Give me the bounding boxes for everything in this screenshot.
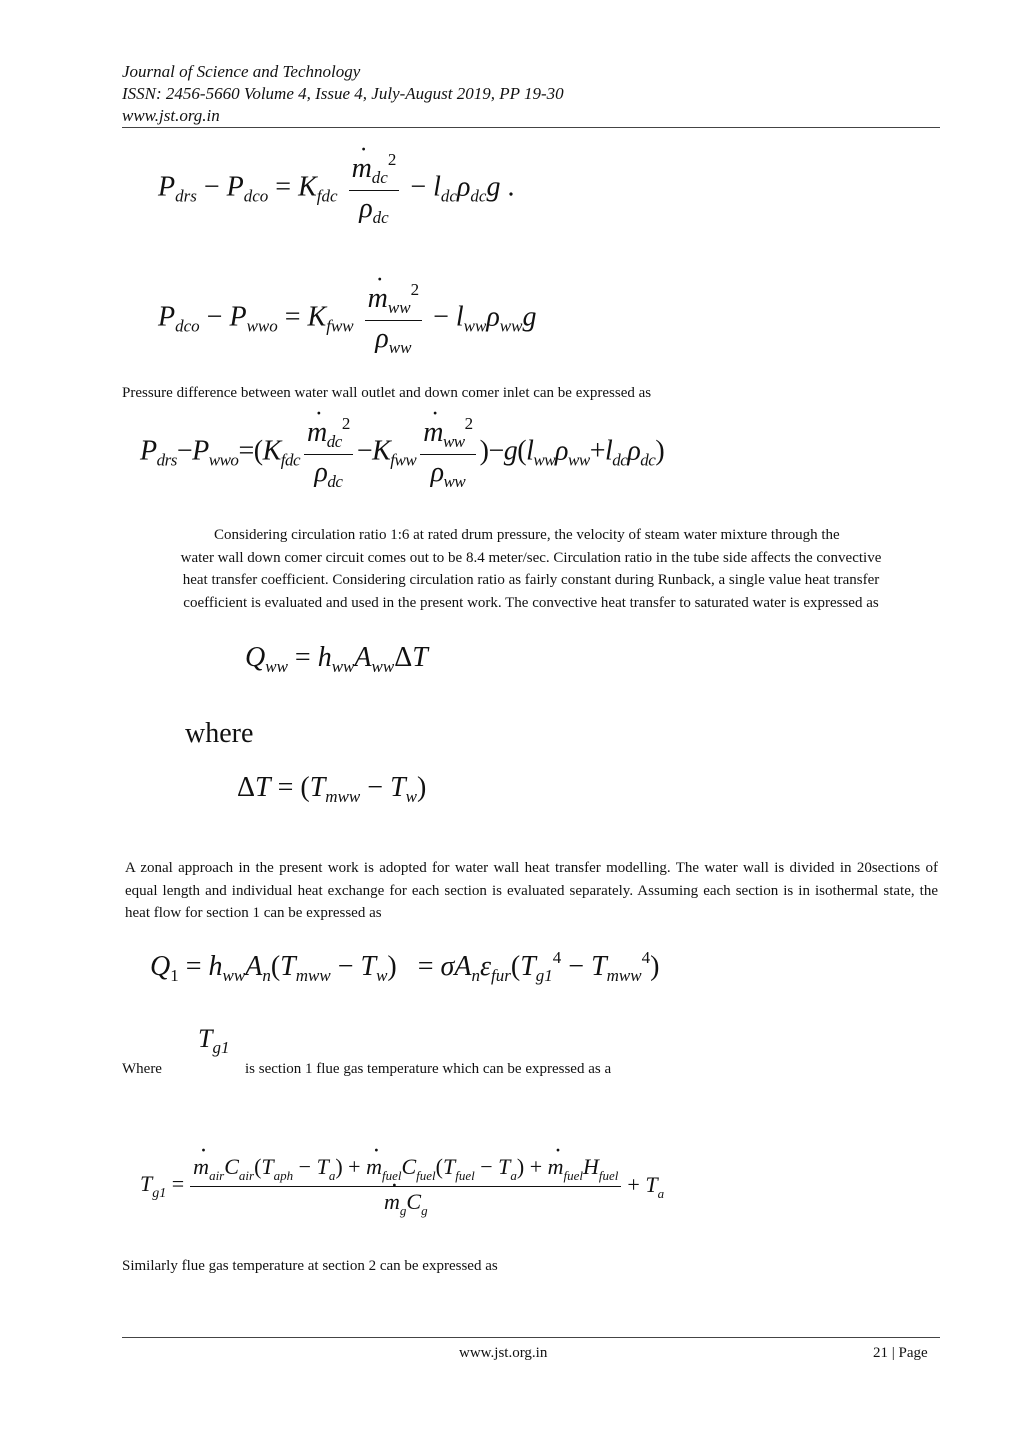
footer-website: www.jst.org.in	[459, 1345, 548, 1361]
equation-pressure-difference: $P_{drs}-P_{wwo}=(K_{fdc}$ · $\frac{m_{dc}^2}{\rho_{dc}}$ $-K_{fww}$ · $\frac{m_{ww}^2}{\rho_{ww}}$ )$-g(l_{ww}\rho_{ww}+l_{dc}\rho_{dc})$	[140, 414, 664, 492]
paragraph-line: heat transfer coefficient. Considering circulation ratio as fairly constant during Runback, a single value heat transfer	[182, 572, 880, 588]
header-rule	[122, 127, 940, 128]
paragraph-section2: Similarly flue gas temperature at section 2 can be expressed as	[122, 1258, 498, 1274]
page-number: 21 | Page	[873, 1345, 928, 1361]
equation-drum-downcomer: $P_{drs} - P_{dco} = K_{fdc}$ · $\frac{m_{dc}^2}{\rho_{dc}}$ − $l_{dc}\rho_{dc}g$ .	[158, 150, 514, 228]
paragraph-line: coefficient is evaluated and used in the present work. The convective heat transfer to saturated water is expressed as	[183, 594, 879, 611]
where-suffix: is section 1 flue gas temperature which can be expressed as a	[245, 1061, 612, 1077]
paragraph-pressure-difference: Pressure difference between water wall outlet and down comer inlet can be expressed as	[122, 385, 652, 401]
paragraph-line: water wall down comer circuit comes out to be 8.4 meter/sec. Circulation ratio in the tube side affects the convective	[180, 549, 882, 566]
footer-rule	[122, 1337, 940, 1338]
equation-downcomer-waterwall: $P_{dco} - P_{wwo} = K_{fww}$ · $\frac{m_{ww}^2}{\rho_{ww}}$ − $l_{ww}\rho_{ww}g$	[158, 280, 536, 358]
paragraph-zonal-approach: A zonal approach in the present work is adopted for water wall heat transfer modelling. The water wall is divided in 20sections of equal length and individual heat exchange for each section is evaluated separately. Assuming each section is in isothermal state, the heat flow for section 1 can be expressed as	[125, 860, 938, 921]
where-prefix: Where	[122, 1061, 162, 1077]
where-label: where	[185, 718, 254, 749]
journal-issn: ISSN: 2456-5660 Volume 4, Issue 4, July-August 2019, PP 19-30	[122, 84, 564, 103]
paragraph-line: Considering circulation ratio 1:6 at rated drum pressure, the velocity of steam water mixture through the	[214, 527, 840, 543]
equation-section1-heat-flow: $Q_1 = h_{ww}A_n(T_{mww} - T_w) = \sigma A_n\varepsilon_{fur}(T_{g1}^4 - T_{mww}^4)$	[150, 948, 660, 985]
equation-delta-t: $\Delta T = (T_{mww} - T_w)$	[237, 772, 427, 806]
equation-flue-gas-temperature: $T_{g1}$ = · $m_{air}C_{air}(T_{aph} - T_a)$ + · $m_{fuel}C_{fuel}(T_{fuel} - T_a)$ + · $m_{fuel}H_{fuel}$ · $m_gC_g$ + $T_a$	[140, 1154, 664, 1219]
symbol-tg1: $T_{g1}$	[198, 1024, 230, 1057]
journal-website: www.jst.org.in	[122, 106, 220, 125]
paragraph-circulation-ratio	[122, 524, 940, 614]
journal-title: Journal of Science and Technology	[122, 62, 361, 81]
equation-convective-heat: $Q_{ww} = h_{ww}A_{ww}\Delta T$	[245, 642, 428, 676]
